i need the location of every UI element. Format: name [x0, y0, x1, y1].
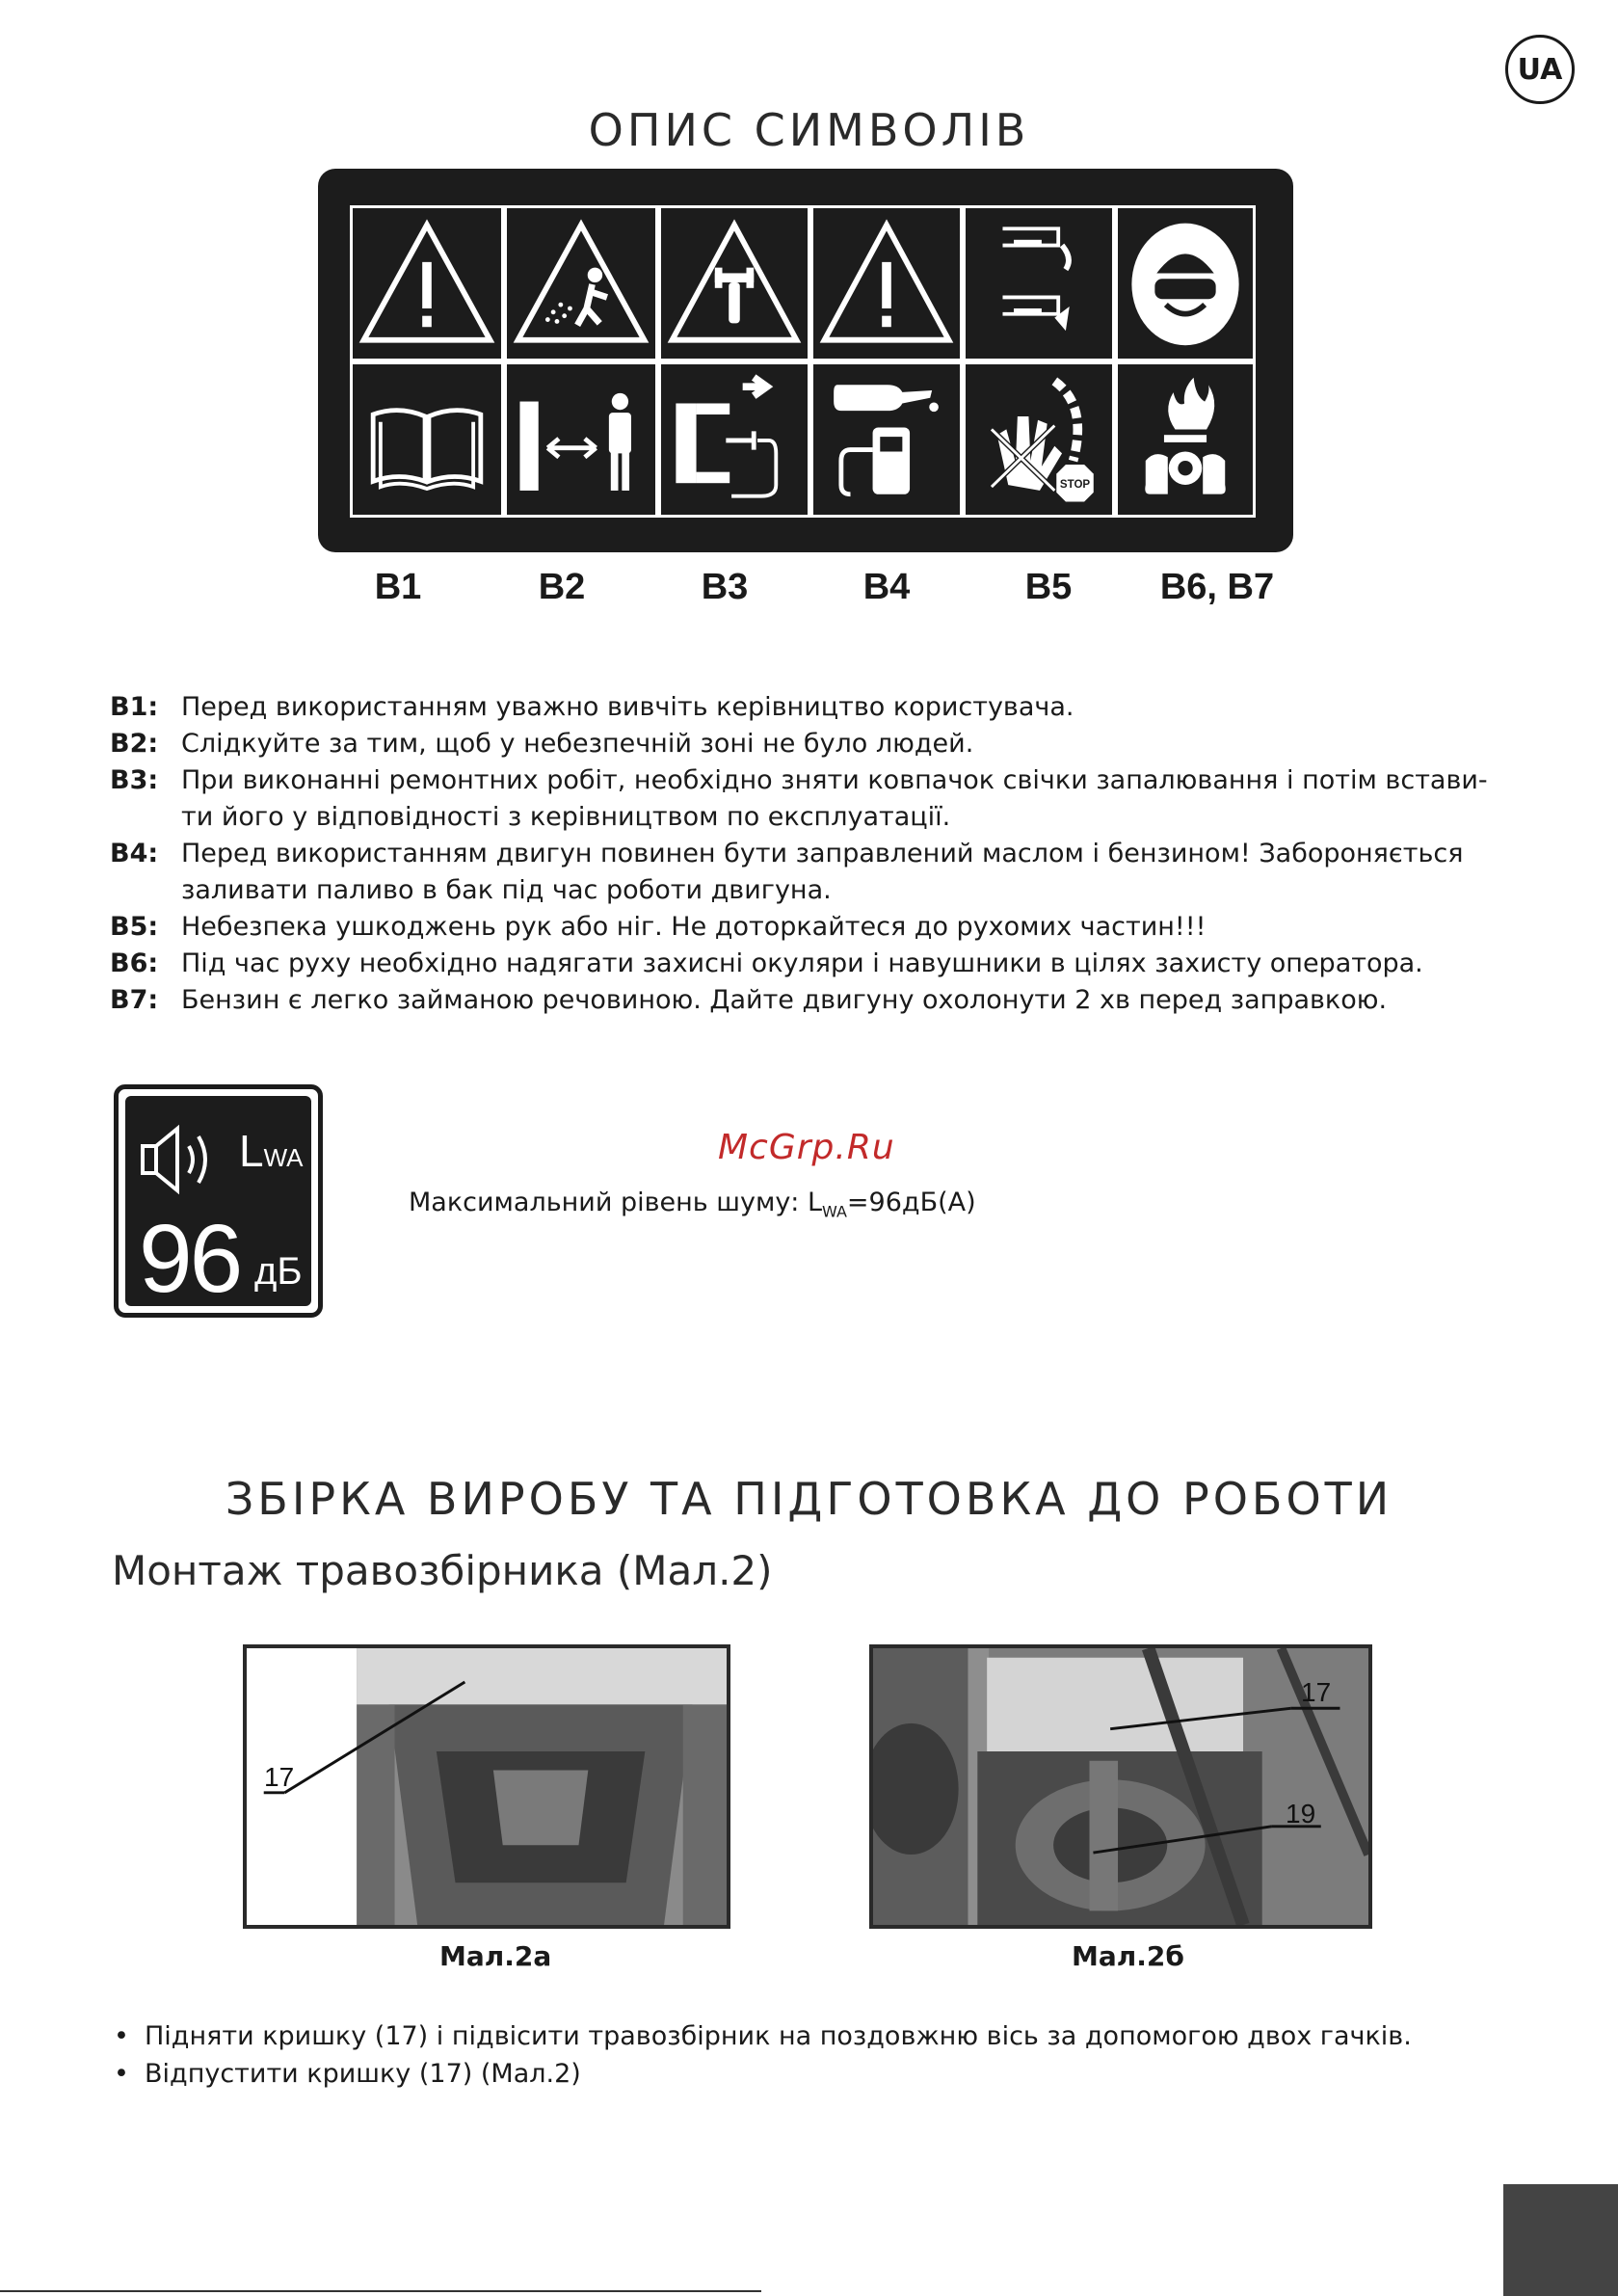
keep-distance-icon: [504, 361, 658, 518]
description-line: ти його у відповідності з керівництвом по експлуатації.: [181, 802, 951, 832]
description-key: B7:: [110, 985, 159, 1015]
description-text: Слідкуйте за тим, щоб у небезпечній зоні не було людей.: [181, 729, 974, 759]
language-badge: UA: [1505, 35, 1575, 104]
noise-lwa-label: LWA: [239, 1126, 304, 1176]
description-row: [110, 689, 1517, 726]
description-line: заливати паливо в бак під час роботи двигуна.: [181, 875, 832, 905]
symbol-code: B1: [374, 567, 422, 607]
description-key: B3:: [110, 765, 159, 795]
description-key: B4:: [110, 839, 159, 868]
description-row: [110, 946, 1517, 982]
symbol-codes-row: [0, 567, 1618, 615]
description-key: B5:: [110, 912, 159, 942]
symbol-code: B3: [701, 567, 749, 607]
description-row: [110, 762, 1517, 836]
noise-value: 96: [139, 1205, 241, 1313]
noise-level-label: [114, 1084, 323, 1318]
noise-level-text: Максимальний рівень шуму: $L_{WA}=96дБ(А)$: [409, 1188, 976, 1221]
read-manual-icon: [350, 361, 504, 518]
symbol-code: B2: [538, 567, 586, 607]
list-item-text: Підняти кришку (17) і підвісити травозбірник на поздовжню вісь за допомогою двох гачків.: [145, 2021, 1412, 2051]
figure-callout: 19: [1286, 1799, 1316, 1829]
flammable-fuel-icon: [1115, 361, 1256, 518]
figure-callout: 17: [1301, 1677, 1332, 1707]
bullet-icon: •: [114, 2021, 129, 2051]
figure-2a-photo: [243, 1644, 730, 1929]
footer-rule: [0, 2290, 761, 2292]
assembly-subtitle: Монтаж травозбірника (Мал.2): [112, 1547, 773, 1594]
symbol-descriptions: [110, 689, 1517, 1019]
figure-2b-caption: Мал.2б: [1072, 1940, 1184, 1972]
description-text: Під час руху необхідно надягати захисні окуляри і навушники в цілях захисту оператора.: [181, 948, 1423, 978]
thrown-objects-warning-icon: [504, 205, 658, 361]
speaker-icon: [139, 1121, 225, 1198]
figure-2b-photo: [869, 1644, 1372, 1929]
noise-unit: дБ: [254, 1250, 303, 1293]
figure-callout: 17: [264, 1762, 295, 1792]
list-item-text: Відпустити кришку (17) (Мал.2): [145, 2059, 581, 2089]
description-line: При виконанні ремонтних робіт, необхідно зняти ковпачок свічки запалювання і потім встави-: [181, 765, 1488, 795]
assembly-section-title: ЗБІРКА ВИРОБУ ТА ПІДГОТОВКА ДО РОБОТИ: [225, 1473, 1393, 1525]
description-key: B1:: [110, 692, 159, 722]
symbols-section-title: ОПИС СИМВОЛІВ: [588, 104, 1030, 156]
description-key: B2:: [110, 729, 159, 759]
maintenance-wrench-warning-icon: [658, 205, 810, 361]
fuel-and-oil-icon: [810, 361, 963, 518]
rotating-blade-hazard-icon: [963, 205, 1115, 361]
description-row: [110, 982, 1517, 1019]
description-key: B6:: [110, 948, 159, 978]
assembly-steps: [114, 2017, 1412, 2093]
warning-triangle-icon: [350, 205, 504, 361]
noise-label-inner: [125, 1096, 311, 1313]
description-text: Небезпека ушкоджень рук або ніг. Не доторкайтеся до рухомих частин!!!: [181, 912, 1207, 942]
description-text: Перед використанням уважно вивчіть керівництво користувача.: [181, 692, 1074, 722]
description-row: [110, 726, 1517, 762]
watermark: McGrp.Ru: [718, 1128, 895, 1167]
do-not-touch-moving-parts-icon: [963, 361, 1115, 518]
description-row: [110, 836, 1517, 909]
list-item: [114, 2055, 1412, 2093]
disconnect-spark-plug-icon: [658, 361, 810, 518]
symbol-code: B6, B7: [1159, 567, 1275, 607]
page-corner-tab: [1503, 2184, 1618, 2296]
wear-protective-gear-icon: [1115, 205, 1256, 361]
description-text: Бензин є легко займаною речовиною. Дайте двигуну охолонути 2 хв перед заправкою.: [181, 985, 1388, 1015]
safety-symbols-panel: [318, 169, 1293, 552]
description-row: [110, 909, 1517, 946]
list-item: [114, 2017, 1412, 2055]
figure-2a-caption: Мал.2а: [439, 1940, 552, 1972]
symbol-code: B4: [862, 567, 911, 607]
description-text: [181, 762, 1517, 836]
description-text: [181, 836, 1517, 909]
svg-text:STOP: STOP: [1059, 479, 1091, 492]
bullet-icon: •: [114, 2059, 129, 2089]
description-line: Перед використанням двигун повинен бути заправлений маслом і бензином! Забороняється: [181, 839, 1464, 868]
symbol-code: B5: [1024, 567, 1073, 607]
caution-triangle-icon: [810, 205, 963, 361]
